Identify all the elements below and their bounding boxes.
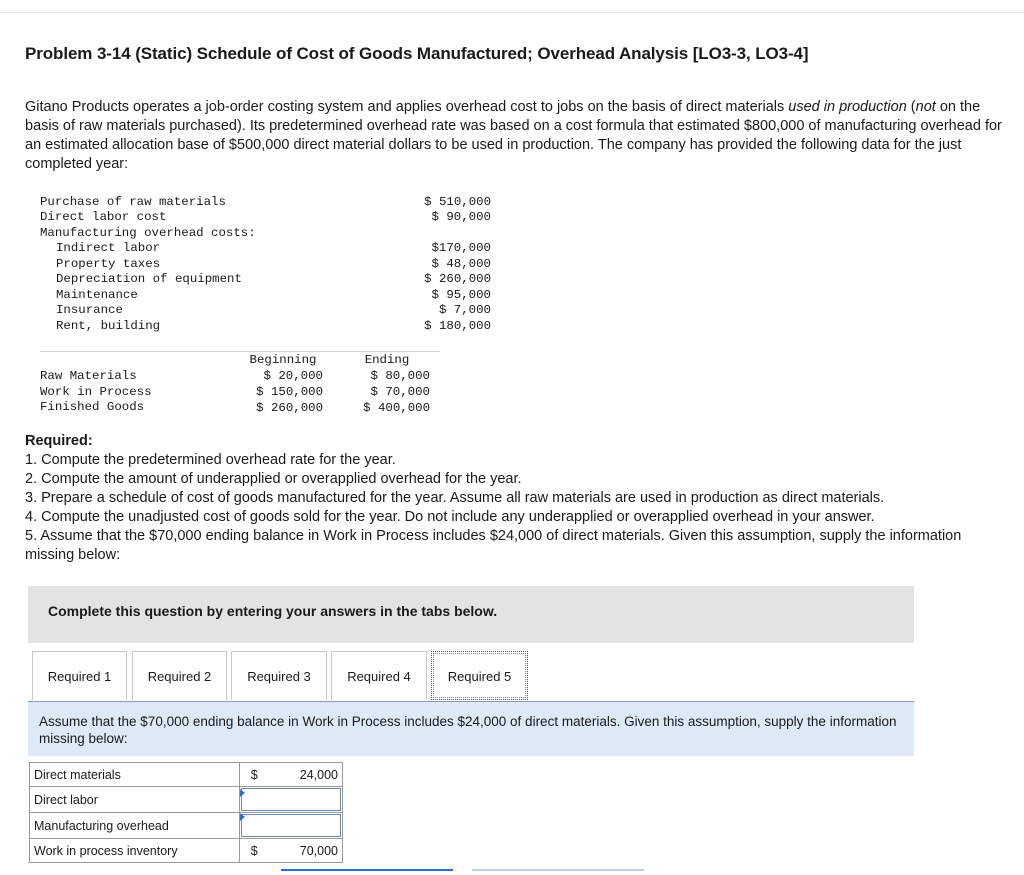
cost-value: $ 48,000 [431,257,491,271]
prev-button-edge[interactable] [281,869,453,875]
manufacturing-overhead-input[interactable] [241,814,341,837]
cost-value: $ 7,000 [438,303,491,317]
required-item: 3. Prepare a schedule of cost of goods manufactured for the year. Assume all raw materials are used in production as direct materials. [25,490,885,506]
required-item: 1. Compute the predetermined overhead rate for the year. [25,452,396,468]
beginning-value: $ 260,000 [256,401,323,415]
inventory-top-rule [40,351,440,352]
cost-value: $ 180,000 [424,319,491,333]
answer-table [29,762,343,863]
direct-labor-label: Direct labor [30,787,240,813]
inventory-row [40,399,144,415]
beginning-value: $ 20,000 [263,369,323,383]
currency-symbol: $ [240,839,269,863]
cost-value: $ 510,000 [424,195,491,209]
instruction-banner [28,586,914,643]
cost-label: Indirect labor [56,241,161,255]
required-section [25,432,1010,565]
top-divider [0,12,1024,13]
tab-required-4[interactable]: Required 4 [331,651,427,700]
instruction-box [28,702,914,756]
tab-required-1[interactable]: Required 1 [32,651,127,700]
cost-label: Insurance [56,303,123,317]
cost-row [40,194,491,210]
direct-materials-value: 24,000 [269,763,343,787]
cost-row [56,302,491,318]
cost-value: $ 260,000 [424,272,491,286]
cost-row [56,287,491,303]
inventory-label: Finished Goods [40,400,145,414]
page-title: Problem 3-14 (Static) Schedule of Cost of Goods Manufactured; Overhead Analysis [LO3-3, LO3-4] [25,44,809,63]
cost-value: $ 90,000 [431,210,491,224]
intro-emphasis-2: not [915,99,936,115]
ending-value: $ 70,000 [370,385,430,399]
cost-row [56,271,491,287]
inventory-row [40,368,137,384]
ending-value: $ 80,000 [370,369,430,383]
tab-required-5[interactable]: Required 5 [431,651,528,700]
inventory-label: Raw Materials [40,369,137,383]
table-row [30,839,343,863]
required-item: 5. Assume that the $70,000 ending balance in Work in Process includes $24,000 of direct materials. Given this assumption, supply the information missing below: [25,528,962,563]
manufacturing-overhead-label: Manufacturing overhead [30,813,240,839]
work-in-process-value: 70,000 [269,839,343,863]
cost-label: Depreciation of equipment [56,272,242,286]
banner-text: Complete this question by entering your answers in the tabs below. [48,603,498,619]
cost-row [40,225,256,241]
required-heading: Required: [25,433,93,449]
direct-labor-cell [240,787,343,813]
ending-header: Ending [364,353,410,367]
input-flag-icon [240,813,245,821]
beginning-value: $ 150,000 [256,385,323,399]
inventory-row [40,384,152,400]
direct-materials-label: Direct materials [30,763,240,787]
cost-row [56,318,491,334]
table-row [30,763,343,787]
cost-label: Purchase of raw materials [40,195,226,209]
currency-symbol: $ [240,763,269,787]
beginning-header: Beginning [249,353,317,367]
intro-text-3: on the basis of raw materials purchased). Its predetermined overhead rate was based on a cost formula that estimated $800,000 of manufacturing overhead for an estimated allocation base of $500,000 direct material dollars to be used in production. The company has provided the following data for the just completed year: [25,99,1002,172]
intro-emphasis-1: used in production [788,99,907,115]
input-flag-icon [240,789,245,797]
cost-label: Manufacturing overhead costs: [40,226,256,240]
cost-row [56,240,491,256]
intro-text-2: ( [906,99,916,115]
cost-label: Maintenance [56,288,138,302]
inventory-label: Work in Process [40,385,152,399]
tab-bar [28,648,914,702]
tab-required-3[interactable]: Required 3 [231,651,327,700]
work-in-process-label: Work in process inventory [30,839,240,863]
cost-label: Direct labor cost [40,210,167,224]
next-button-edge[interactable] [472,869,644,875]
required-item: 4. Compute the unadjusted cost of goods sold for the year. Do not include any underapplied or overapplied overhead in your answer. [25,509,875,525]
cost-label: Rent, building [56,319,161,333]
direct-labor-input[interactable] [241,788,341,811]
beginning-column [243,368,323,416]
ending-value: $ 400,000 [363,401,430,415]
cost-row [40,209,491,225]
cost-value: $170,000 [431,241,491,255]
ending-column [350,368,430,416]
instruction-text: Assume that the $70,000 ending balance in Work in Process includes $24,000 of direct materials. Given this assumption, supply the information missing below: [39,714,897,746]
manufacturing-overhead-cell [240,813,343,839]
intro-text-1: Gitano Products operates a job-order costing system and applies overhead cost to jobs on the basis of direct materials [25,99,789,115]
required-item: 2. Compute the amount of underapplied or overapplied overhead for the year. [25,471,522,487]
table-row [30,787,343,813]
tab-required-2[interactable]: Required 2 [132,651,227,700]
cost-row [56,256,491,272]
cost-value: $ 95,000 [431,288,491,302]
cost-label: Property taxes [56,257,161,271]
problem-intro [25,98,1005,174]
table-row [30,813,343,839]
